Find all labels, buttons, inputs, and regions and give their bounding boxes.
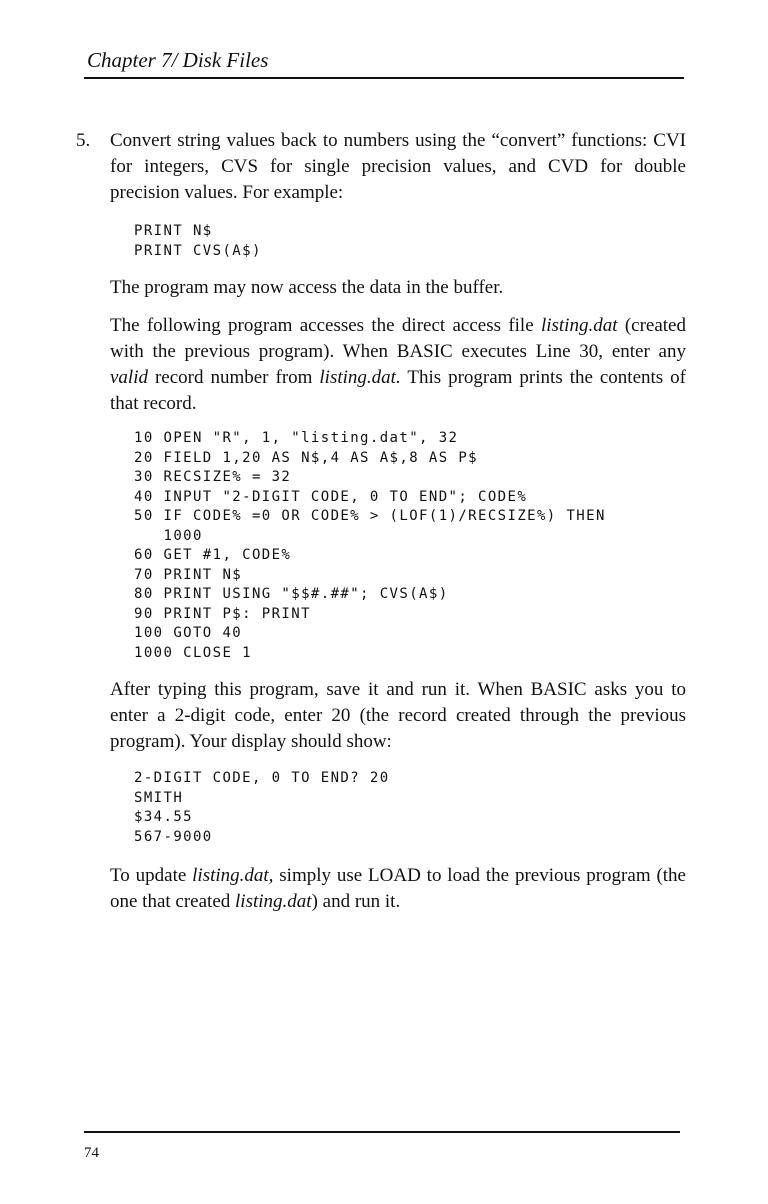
text-run: This program prints the contents of that record.	[110, 367, 686, 414]
code-line: $34.55	[134, 809, 193, 825]
paragraph-update	[110, 863, 686, 915]
filename: listing.dat,	[192, 865, 274, 886]
code-line: 2-DIGIT CODE, 0 TO END? 20	[134, 770, 390, 786]
text-run: The following program accesses the direct access file	[110, 315, 541, 336]
text-run: record number from	[148, 367, 320, 388]
code-line: 80 PRINT USING "$$#.##"; CVS(A$)	[134, 586, 449, 602]
step-5	[76, 128, 686, 206]
code-block-output	[134, 769, 686, 847]
code-line: 567-9000	[134, 828, 213, 845]
header-rule	[84, 77, 684, 79]
paragraph-access: The program may now access the data in the buffer.	[110, 277, 504, 298]
text-run: To update	[110, 865, 193, 886]
chapter-header: Chapter 7/ Disk Files	[87, 48, 269, 72]
code-line: 30 RECSIZE% = 32	[134, 469, 292, 485]
step-number: 5.	[76, 130, 91, 151]
filename: listing.dat	[235, 891, 312, 912]
page-number: 74	[84, 1145, 99, 1161]
code-line: PRINT CVS(A$)	[134, 242, 262, 259]
paragraph-following	[110, 313, 686, 417]
text-run: ) and run it.	[311, 891, 401, 912]
footer-rule	[84, 1131, 680, 1133]
filename: listing.dat	[540, 315, 618, 336]
code-line: 10 OPEN "R", 1, "listing.dat", 32	[134, 430, 459, 446]
emphasis: valid	[110, 367, 148, 388]
page-body	[76, 128, 686, 915]
filename: listing.dat.	[319, 367, 401, 388]
text-run: simply use LOAD to load the previous program (the one that created	[110, 865, 686, 912]
code-line: 1000	[134, 527, 203, 544]
code-block-program	[134, 429, 686, 663]
text-run: (created with the previous program). When BASIC executes Line 30, enter any	[110, 315, 686, 362]
code-block-convert	[134, 222, 686, 261]
code-line: PRINT N$	[134, 223, 213, 239]
code-line: 90 PRINT P$: PRINT	[134, 605, 311, 622]
code-line: 20 FIELD 1,20 AS N$,4 AS A$,8 AS P$	[134, 449, 479, 466]
code-line: SMITH	[134, 789, 184, 806]
code-line: 1000 CLOSE 1	[134, 644, 252, 661]
step-text: Convert string values back to numbers using the “convert” functions: CVI for integers, CVS for single precision values, and CVD for double precision values. For example:	[110, 130, 686, 203]
paragraph-after: After typing this program, save it and run it. When BASIC asks you to enter a 2-digit code, enter 20 (the record created through the previous program). Your display should show:	[110, 679, 686, 752]
code-line: 40 INPUT "2-DIGIT CODE, 0 TO END"; CODE%	[134, 488, 528, 505]
code-line: 100 GOTO 40	[134, 625, 243, 641]
code-line: 50 IF CODE% =0 OR CODE% > (LOF(1)/RECSIZE%) THEN	[134, 508, 606, 524]
code-line: 60 GET #1, CODE%	[134, 547, 292, 563]
code-line: 70 PRINT N$	[134, 566, 243, 583]
